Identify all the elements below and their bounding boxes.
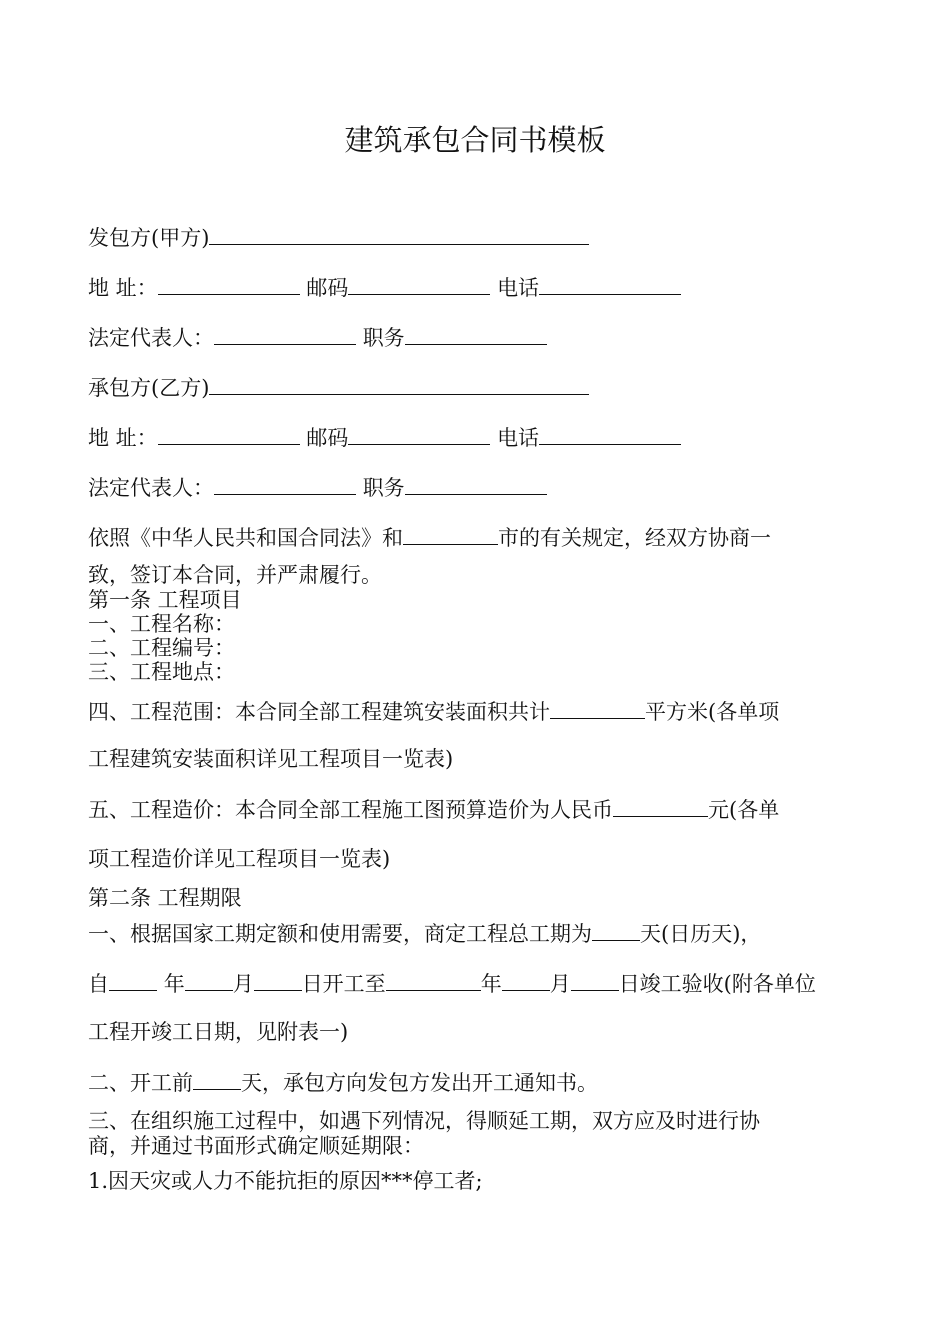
project-cost-line-1 (88, 796, 779, 823)
project-cost-line-2: 项工程造价详见工程项目一览表) (88, 847, 391, 871)
rep-label: 法定代表人： (88, 476, 214, 500)
party-b-blank[interactable] (209, 374, 589, 395)
notice-line (88, 1069, 598, 1096)
intro-text: 依照《中华人民共和国合同法》和 (88, 526, 403, 550)
zip-blank[interactable] (348, 424, 490, 445)
intro-line-1 (88, 524, 771, 551)
project-location-item: 三、工程地点： (88, 660, 235, 684)
project-scope-line-1 (88, 698, 779, 725)
cost-text: 五、工程造价：本合同全部工程施工图预算造价为人民币 (88, 798, 613, 822)
end-day-blank[interactable] (571, 970, 619, 991)
date-text: 日开工至 (301, 972, 386, 996)
party-a-line (88, 224, 589, 251)
city-blank[interactable] (403, 524, 498, 545)
party-b-label: 承包方(乙方) (88, 376, 210, 400)
party-b-address-line (88, 424, 681, 451)
project-scope-line-2: 工程建筑安装面积详见工程项目一览表) (88, 747, 454, 771)
notice-days-blank[interactable] (193, 1069, 241, 1090)
scope-text: 平方米(各单项 (645, 700, 780, 724)
cost-text: 元(各单 (708, 798, 780, 822)
phone-blank[interactable] (539, 274, 681, 295)
phone-label: 电话 (497, 276, 540, 300)
intro-line-2: 致，签订本合同，并严肃履行。 (88, 563, 382, 587)
duration-dates-line (88, 970, 816, 997)
zip-label: 邮码 (306, 426, 349, 450)
intro-text: 市的有关规定，经双方协商一 (498, 526, 771, 550)
date-text: 年 (480, 972, 502, 996)
zip-label: 邮码 (306, 276, 349, 300)
address-label: 地 址： (88, 276, 158, 300)
date-text: 月 (232, 972, 254, 996)
document-title: 建筑承包合同书模板 (344, 123, 606, 157)
date-text: 年 (163, 972, 185, 996)
rep-blank[interactable] (214, 324, 356, 345)
article-2-heading: 第二条 工程期限 (88, 886, 242, 910)
party-b-rep-line (88, 474, 547, 501)
start-day-blank[interactable] (254, 970, 302, 991)
area-blank[interactable] (550, 698, 645, 719)
start-month-blank[interactable] (185, 970, 233, 991)
start-year-blank[interactable] (109, 970, 157, 991)
phone-label: 电话 (497, 426, 540, 450)
cost-blank[interactable] (613, 796, 708, 817)
end-year-blank[interactable] (386, 970, 481, 991)
rep-label: 法定代表人： (88, 326, 214, 350)
rep-blank[interactable] (214, 474, 356, 495)
address-blank[interactable] (158, 424, 300, 445)
days-blank[interactable] (592, 920, 640, 941)
party-a-address-line (88, 274, 681, 301)
duration-text: 一、根据国家工期定额和使用需要，商定工程总工期为 (88, 922, 592, 946)
notice-text: 天，承包方向发包方发出开工通知书。 (241, 1071, 598, 1095)
party-a-rep-line (88, 324, 547, 351)
project-name-item: 一、工程名称： (88, 612, 235, 636)
post-blank[interactable] (405, 324, 547, 345)
duration-line-3: 工程开竣工日期，见附表一) (88, 1020, 349, 1044)
zip-blank[interactable] (348, 274, 490, 295)
date-text: 日竣工验收(附各单位 (618, 972, 816, 996)
post-blank[interactable] (405, 474, 547, 495)
address-label: 地 址： (88, 426, 158, 450)
date-text: 自 (88, 972, 109, 996)
notice-text: 二、开工前 (88, 1071, 193, 1095)
party-a-blank[interactable] (209, 224, 589, 245)
address-blank[interactable] (158, 274, 300, 295)
scope-text: 四、工程范围：本合同全部工程建筑安装面积共计 (88, 700, 550, 724)
party-b-line (88, 374, 589, 401)
duration-line-1 (88, 920, 761, 947)
extension-line-2: 商，并通过书面形式确定顺延期限： (88, 1134, 424, 1158)
phone-blank[interactable] (539, 424, 681, 445)
post-label: 职务 (362, 476, 405, 500)
date-text: 月 (549, 972, 571, 996)
end-month-blank[interactable] (502, 970, 550, 991)
party-a-label: 发包方(甲方) (88, 226, 210, 250)
project-number-item: 二、工程编号： (88, 636, 235, 660)
article-1-heading: 第一条 工程项目 (88, 588, 242, 612)
extension-line-1: 三、在组织施工过程中，如遇下列情况，得顺延工期，双方应及时进行协 (88, 1109, 760, 1133)
post-label: 职务 (362, 326, 405, 350)
extension-item-1: 1.因天灾或人力不能抗拒的原因***停工者; (88, 1169, 483, 1193)
duration-text: 天(日历天)， (640, 922, 762, 946)
